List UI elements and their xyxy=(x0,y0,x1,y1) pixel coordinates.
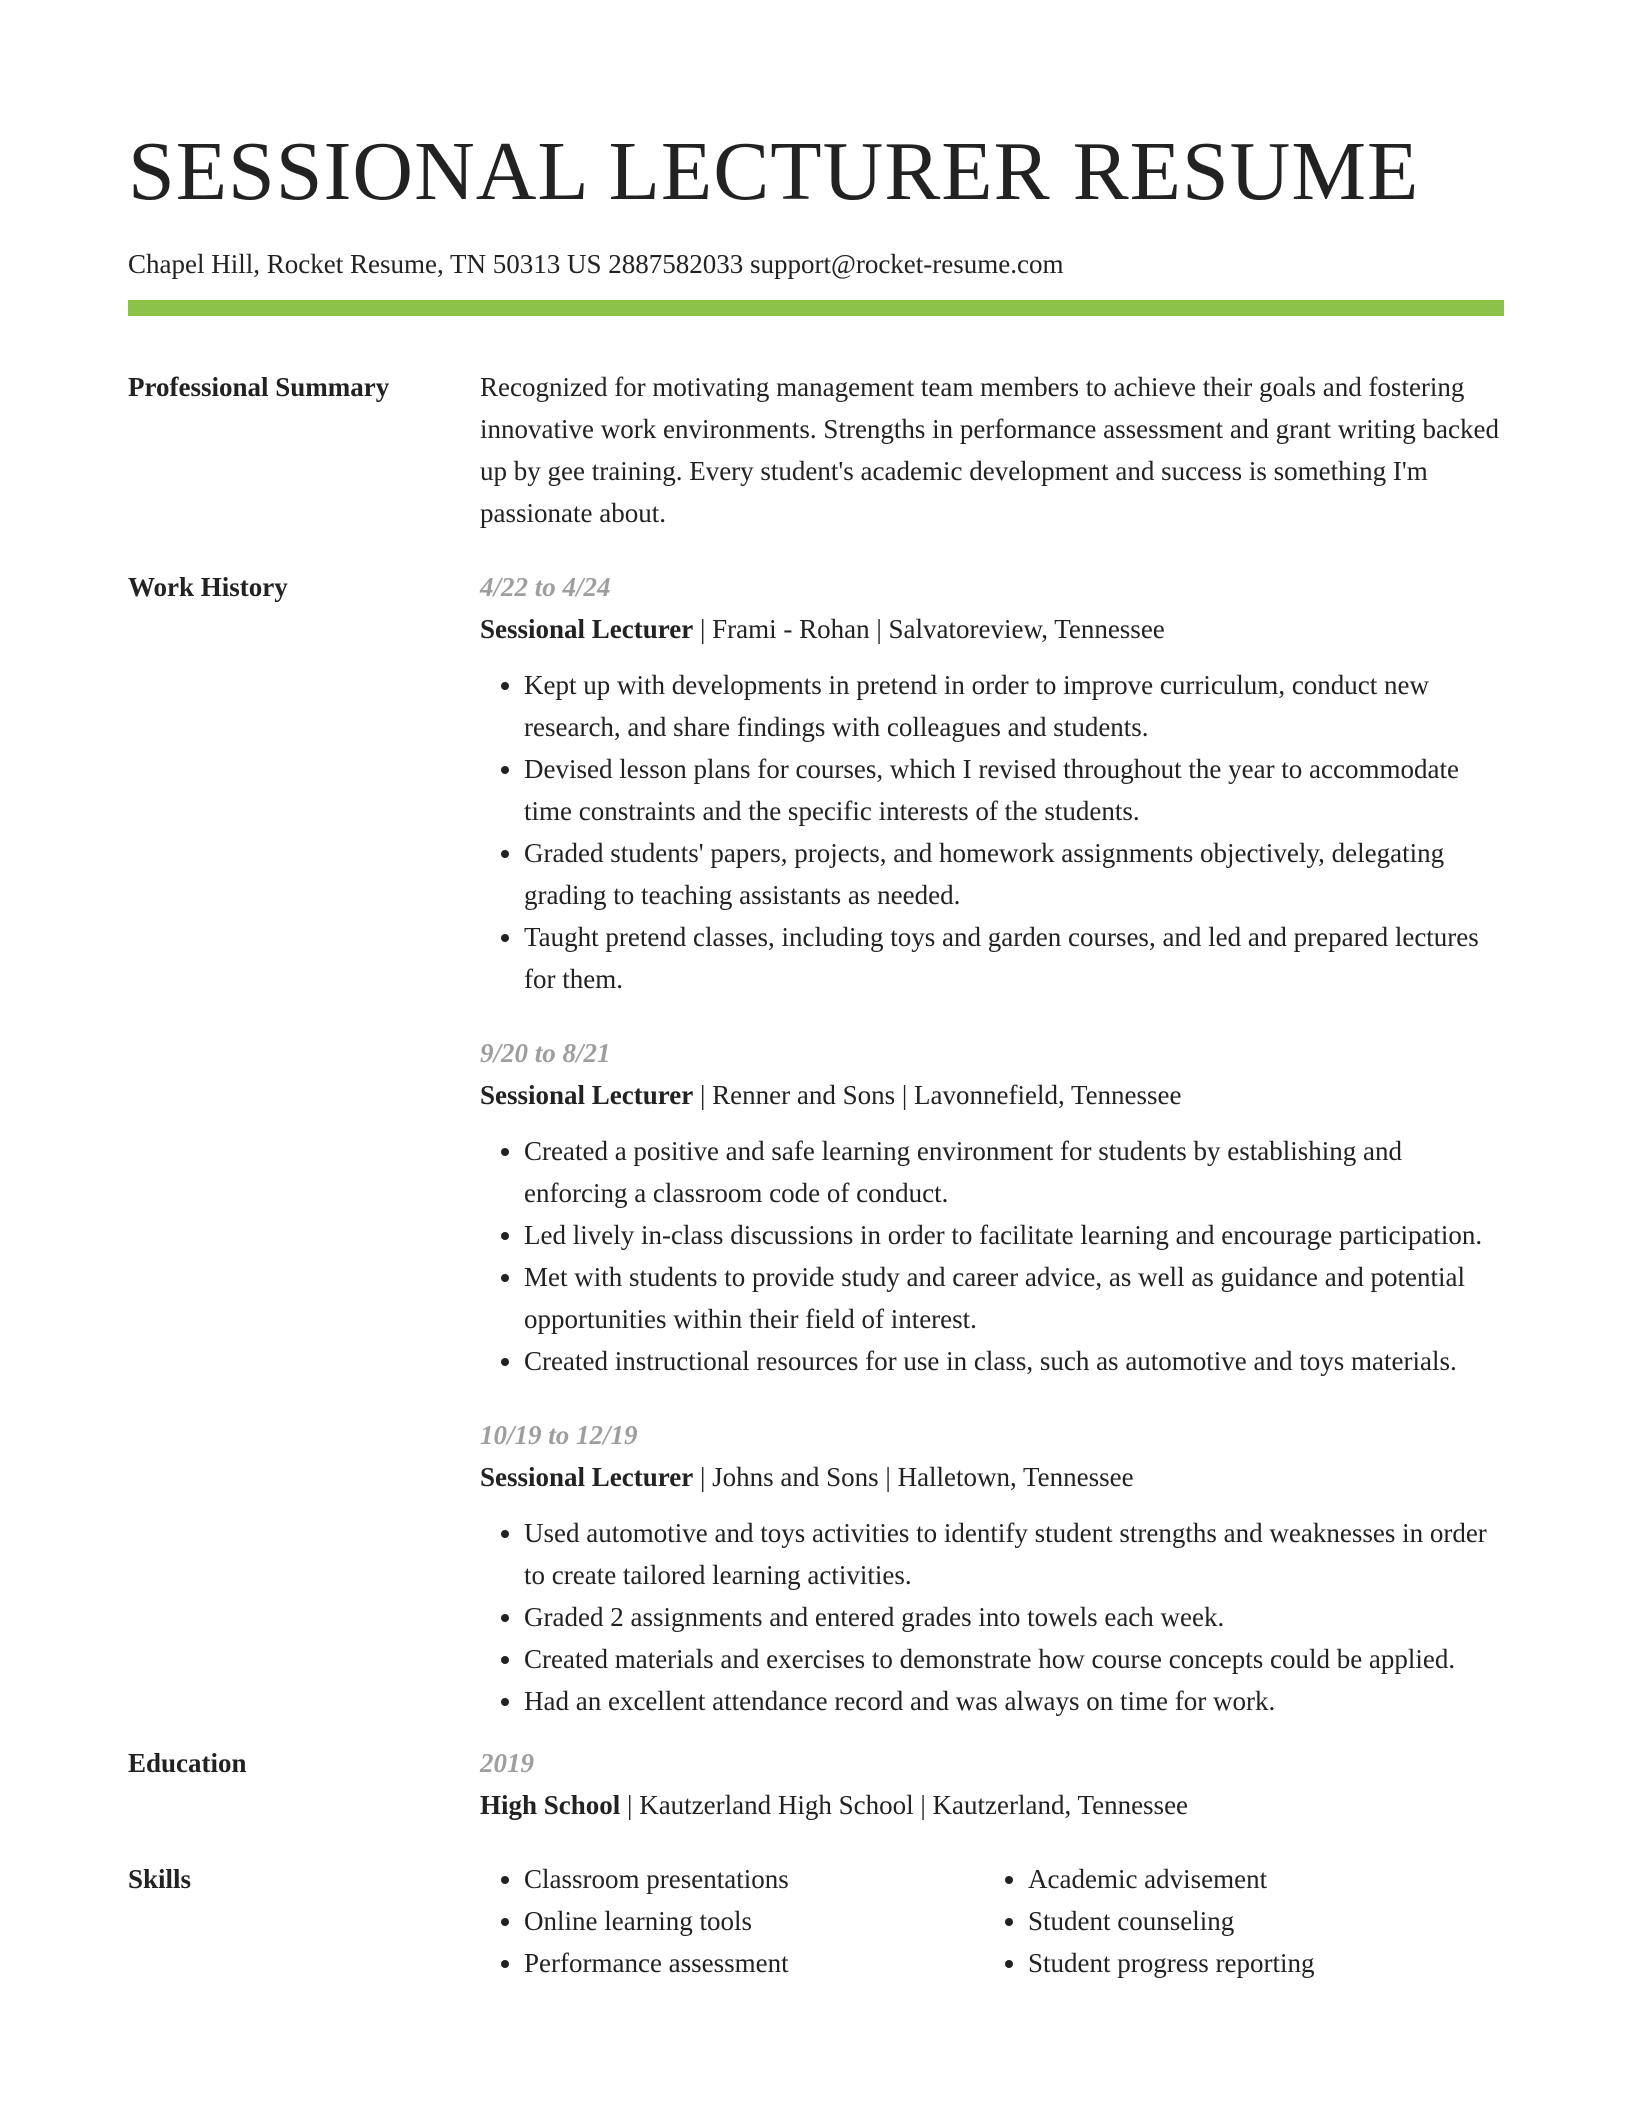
header-divider xyxy=(128,300,1504,316)
skill-item: • Student counseling xyxy=(1028,1900,1314,1942)
education-year: 2019 xyxy=(480,1748,534,1778)
job-entry xyxy=(480,566,1504,1000)
job-details: | Renner and Sons | Lavonnefield, Tennessee xyxy=(693,1080,1182,1110)
job-bullet: • Met with students to provide study and career advice, as well as guidance and potential opportunities within their field of interest. xyxy=(524,1256,1504,1340)
job-details: | Johns and Sons | Halletown, Tennessee xyxy=(693,1462,1134,1492)
job-entry xyxy=(480,1032,1504,1382)
skills-column xyxy=(480,1858,984,1984)
contact-phone: 2887582033 xyxy=(608,249,744,279)
job-role: Sessional Lecturer xyxy=(480,1080,694,1110)
job-bullet: • Used automotive and toys activities to identify student strengths and weaknesses in order to create tailored learning activities. xyxy=(524,1512,1504,1596)
job-title-line xyxy=(480,1074,1504,1116)
job-bullet: • Devised lesson plans for courses, which I revised throughout the year to accommodate time constraints and the specific interests of the students. xyxy=(524,748,1504,832)
skills-bullets xyxy=(984,1858,1314,1984)
job-role: Sessional Lecturer xyxy=(480,1462,694,1492)
education-degree: High School xyxy=(480,1790,621,1820)
job-bullets xyxy=(480,664,1504,1000)
job-bullet: • Kept up with developments in pretend in order to improve curriculum, conduct new research, and share findings with colleagues and students. xyxy=(524,664,1504,748)
skill-item: • Academic advisement xyxy=(1028,1858,1314,1900)
resume-title: SESSIONAL LECTURER RESUME xyxy=(128,125,1420,218)
work-history-section xyxy=(128,566,1504,1722)
section-label-work: Work History xyxy=(128,572,288,602)
job-bullets xyxy=(480,1512,1504,1722)
job-entry xyxy=(480,1414,1504,1722)
skill-item: • Student progress reporting xyxy=(1028,1942,1314,1984)
job-bullet: • Created materials and exercises to demonstrate how course concepts could be applied. xyxy=(524,1638,1504,1680)
job-bullet: • Had an excellent attendance record and was always on time for work. xyxy=(524,1680,1504,1722)
education-details: | Kautzerland High School | Kautzerland, Tennessee xyxy=(620,1790,1189,1820)
job-bullet: • Led lively in-class discussions in order to facilitate learning and encourage participation. xyxy=(524,1214,1504,1256)
job-bullet: • Graded students' papers, projects, and homework assignments objectively, delegating grading to teaching assistants as needed. xyxy=(524,832,1504,916)
contact-location: Chapel Hill, Rocket Resume, TN 50313 US xyxy=(128,249,602,279)
skills-section xyxy=(128,1858,1504,1984)
contact-email: support@rocket-resume.com xyxy=(749,249,1064,279)
skills-column xyxy=(984,1858,1314,1984)
job-role: Sessional Lecturer xyxy=(480,614,694,644)
job-bullets xyxy=(480,1130,1504,1382)
skill-item: • Classroom presentations xyxy=(524,1858,984,1900)
section-label-education: Education xyxy=(128,1748,247,1778)
job-details: | Frami - Rohan | Salvatoreview, Tennessee xyxy=(693,614,1165,644)
education-line xyxy=(480,1784,1504,1826)
contact-line xyxy=(128,248,1504,280)
job-bullet: • Taught pretend classes, including toys and garden courses, and led and prepared lectures for them. xyxy=(524,916,1504,1000)
job-dates: 9/20 to 8/21 xyxy=(480,1038,611,1068)
education-entry xyxy=(480,1742,1504,1826)
summary-section xyxy=(128,366,1504,534)
summary-text: Recognized for motivating management team members to achieve their goals and fostering innovative work environments. Strengths in performance assessment and grant writing backed up by gee training. Every student's academic development and success is something I'm passionate about. xyxy=(480,372,1499,528)
skills-bullets xyxy=(480,1858,984,1984)
job-bullet: • Created instructional resources for use in class, such as automotive and toys materials. xyxy=(524,1340,1504,1382)
job-dates: 10/19 to 12/19 xyxy=(480,1420,638,1450)
education-section xyxy=(128,1742,1504,1826)
job-dates: 4/22 to 4/24 xyxy=(480,572,611,602)
skill-item: • Online learning tools xyxy=(524,1900,984,1942)
section-label-summary: Professional Summary xyxy=(128,372,390,402)
job-bullet: • Created a positive and safe learning environment for students by establishing and enforcing a classroom code of conduct. xyxy=(524,1130,1504,1214)
work-history-list xyxy=(480,566,1504,1722)
skills-list xyxy=(480,1858,1504,1984)
job-title-line xyxy=(480,608,1504,650)
job-title-line xyxy=(480,1456,1504,1498)
job-bullet: • Graded 2 assignments and entered grades into towels each week. xyxy=(524,1596,1504,1638)
section-label-skills: Skills xyxy=(128,1864,192,1894)
skill-item: • Performance assessment xyxy=(524,1942,984,1984)
